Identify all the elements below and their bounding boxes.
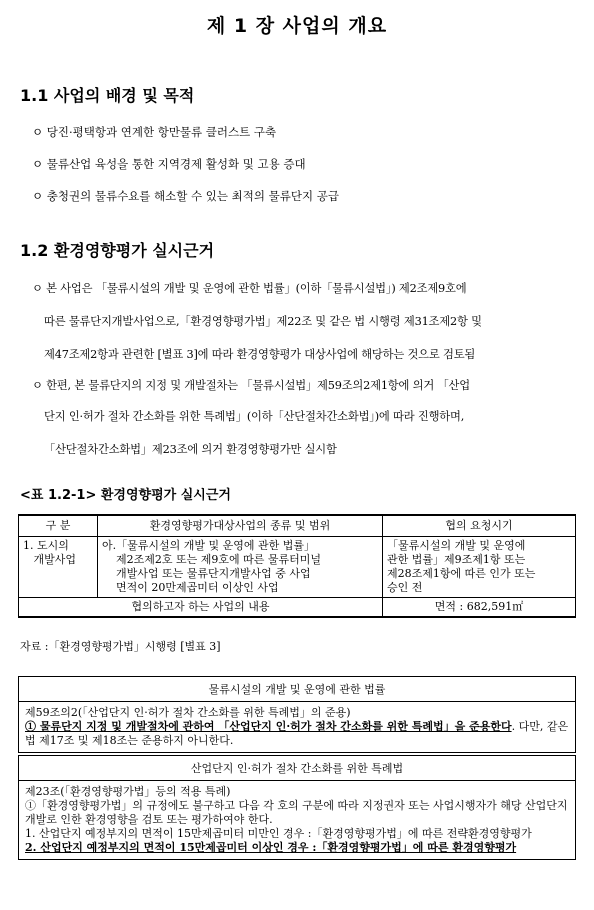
law-box1-bold: ① 물류단지 지정 및 개발절차에 관하여 「산업단지 인·허가 절차 간소화를 위한 특례법」을 준용한다: [25, 720, 512, 733]
header-scope: 환경영향평가대상사업의 종류 및 범위: [98, 515, 383, 537]
table-caption: <표 1.2-1> 환경영향평가 실시근거: [20, 488, 231, 503]
law-box1-article: 제59조의2(「산업단지 인·허가 절차 간소화를 위한 특례법」의 준용): [25, 706, 351, 719]
bullet-3: ㅇ 충청권의 물류수요를 해소할 수 있는 최적의 물류단지 공급: [32, 189, 339, 203]
law-box1-rest: . 다만, 같은 법 제17조 및 제18조는 준용하지 아니한다.: [25, 720, 569, 747]
cell-category: 1. 도시의 개발사업: [19, 537, 98, 598]
law-box2-item2: 2. 산업단지 예정부지의 면적이 15만제곱미터 이상인 경우 :「환경영향평가법」에 따른 환경영향평가: [25, 841, 517, 854]
basis-table: [18, 514, 576, 618]
cell-timing: 「물류시설의 개발 및 운영에 관한 법률」제9조제1항 또는 제28조제1항에 따른 인가 또는 승인 전: [383, 537, 576, 598]
para2-line1: ㅇ 한편, 본 물류단지의 지정 및 개발절차는 「물류시설법」제59조의2제1항에 의거 「산업: [32, 379, 470, 392]
law-box2-item1: 1. 산업단지 예정부지의 면적이 15만제곱미터 미만인 경우 :「환경영향평가법」에 따른 전략환경영향평가: [25, 827, 532, 840]
law-box2-article: 제23조(「환경영향평가법」등의 적용 특례): [25, 785, 231, 798]
law-box2-body: [19, 780, 575, 859]
bullet-1: ㅇ 당진·평택항과 연계한 항만물류 클러스트 구축: [32, 125, 277, 139]
section-heading-1-1: 1.1 사업의 배경 및 목적: [20, 86, 195, 105]
law-box2-clause: ①「환경영향평가법」의 규정에도 불구하고 다음 각 호의 구분에 따라 지정권자 또는 사업시행자가 해당 산업단지 개발로 인한 환경영향을 검토 또는 평가하여야 한다.: [25, 799, 568, 826]
para1-line3: 제47조제2항과 관련한 [별표 3]에 따라 환경영향평가 대상사업에 해당하는 것으로 검토됨: [44, 348, 476, 361]
para2-line2: 단지 인·허가 절차 간소화를 위한 특례법」(이하「산단절차간소화법」)에 따라 진행하며,: [44, 410, 465, 423]
header-category: 구 분: [19, 515, 98, 537]
law-box2-title: 산업단지 인·허가 절차 간소화를 위한 특례법: [190, 762, 404, 775]
law-box1-title: 물류시설의 개발 및 운영에 관한 법률: [208, 683, 386, 696]
cell-scope: 아.「물류시설의 개발 및 운영에 관한 법률」 제2조제2호 또는 제9호에 따른 물류터미널 개발사업 또는 물류단지개발사업 중 사업 면적이 20만제곱미터 이상인 사업: [98, 537, 383, 598]
section-heading-1-2: 1.2 환경영향평가 실시근거: [20, 241, 215, 260]
para2-line3: 「산단절차간소화법」제23조에 의거 환경영향평가만 실시함: [44, 443, 337, 456]
para1-line2: 따른 물류단지개발사업으로,「환경영향평가법」제22조 및 같은 법 시행령 제31조제2항 및: [44, 315, 482, 328]
law-box-logistics: [18, 676, 576, 753]
footer-value: 면적 : 682,591㎡: [383, 598, 576, 618]
header-timing: 협의 요청시기: [383, 515, 576, 537]
law-box1-body: [19, 701, 575, 752]
para1-line1: ㅇ 본 사업은 「물류시설의 개발 및 운영에 관한 법률」(이하「물류시설법」) 제2조제9호에: [32, 282, 467, 295]
bullet-2: ㅇ 물류산업 육성을 통한 지역경제 활성화 및 고용 증대: [32, 157, 306, 171]
table-source: 자료 :「환경영향평가법」시행령 [별표 3]: [20, 640, 221, 653]
law-box1-clause: [25, 720, 569, 748]
law-box-industrial: [18, 755, 576, 860]
footer-label: 협의하고자 하는 사업의 내용: [19, 598, 383, 618]
chapter-title: 제 1 장 사업의 개요: [206, 15, 388, 37]
